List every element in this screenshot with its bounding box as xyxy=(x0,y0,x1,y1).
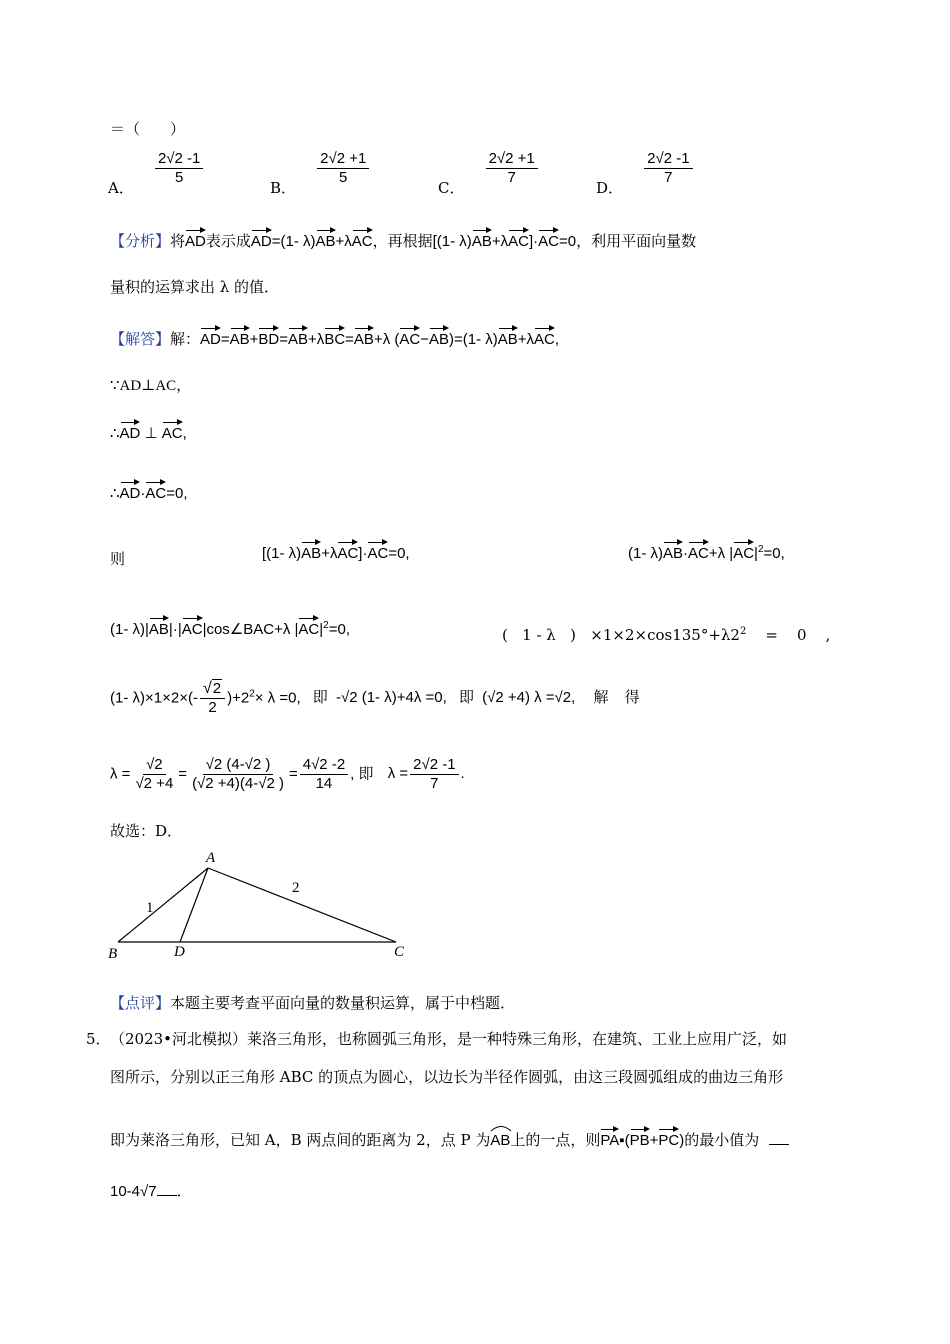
solution-line-1: 【解答】解：AD=AB+BD=AB+λBC=AB+λ (AC−AB)=(1- λ)AB+λAC, xyxy=(110,326,559,349)
then-label: 则 xyxy=(110,550,126,568)
therefore-dot: ∴AD·AC=0, xyxy=(110,480,188,502)
label-d: D xyxy=(174,944,185,960)
question-tail: ＝（ ） xyxy=(110,120,186,138)
label-side-2: 2 xyxy=(292,880,300,896)
lambda-solution: λ = $\frac{√2}{√2 +4}$ = $\frac{√2 (4-√2 )}{(√2 +4)(4-√2 )}$ = $\frac{4√2 -2}{14}$ , 即 λ = $\frac{2√2 -1}{7}$ . xyxy=(110,756,465,792)
q5-line-1: （2023•河北模拟）莱洛三角形，也称圆弧三角形，是一种特殊三角形，在建筑、工业上应用广泛，如 xyxy=(110,1030,788,1048)
option-c: C． $\frac{2√2 +1}{7}$ xyxy=(438,150,540,198)
analysis-line-1: 【分析】将AD表示成AD=(1- λ)AB+λAC，再根据[(1- λ)AB+λAC]·AC=0，利用平面向量数 xyxy=(110,228,696,251)
then-eq-1: [(1- λ)AB+λAC]·AC=0, xyxy=(262,540,410,562)
label-b: B xyxy=(108,946,118,962)
q5-line-3: 即为莱洛三角形，已知 A，B 两点间的距离为 2，点 P 为AB 上的一点，则PA▪(PB+PC)的最小值为 xyxy=(110,1126,789,1150)
then-eq-2: (1- λ)AB·AC+λ $|AC|^2=0$, xyxy=(628,540,785,562)
q5-line-2: 图所示，分别以正三角形 ABC 的顶点为圆心，以边长为半径作圆弧，由这三段圆弧组成的曲边三角形 xyxy=(110,1068,784,1086)
therefore-perp: ∴AD ⊥ AC, xyxy=(110,420,187,442)
q5-answer: 10-4√7 ． xyxy=(110,1183,192,1200)
solution-tag: 【解答】 xyxy=(110,330,171,348)
label-a: A xyxy=(206,850,216,866)
option-b: B． $\frac{2√2 +1}{5}$ xyxy=(270,150,371,198)
comment: 【点评】本题主要考查平面向量的数量积运算，属于中档题． xyxy=(110,994,516,1012)
label-c: C xyxy=(394,944,405,960)
triangle-figure xyxy=(100,848,420,966)
cos-eq-2: ( 1 - λ ) $\times 1\times 2\times\cos 135^\circ+\lambda 2^2$ = 0 , xyxy=(502,626,831,644)
q5-answer-value: 10-4√7 xyxy=(110,1183,157,1200)
analysis-tag: 【分析】 xyxy=(110,232,171,250)
cos-eq-1: (1- λ)|AB|·|AC|cos∠BAC+λ $|AC|^2=0$, xyxy=(110,616,350,638)
because-line: ∵AD⊥AC， xyxy=(110,378,192,394)
label-side-1: 1 xyxy=(146,900,154,916)
lambda-eq: (1- λ)×1×2×(- $\frac{√2}{2}$ )$+2^2\times \lambda =0$, 即 -√2 (1- λ)+4λ =0, 即 (√2 +4) λ =√2, 解 得 xyxy=(110,680,646,716)
answer-choice: 故选：D． xyxy=(110,822,183,840)
comment-tag: 【点评】 xyxy=(110,994,171,1012)
analysis-line-2: 量积的运算求出 λ 的值． xyxy=(110,278,280,296)
option-d: D． $\frac{2√2 -1}{7}$ xyxy=(596,150,695,198)
q5-number: 5． xyxy=(86,1030,111,1048)
option-a: A． $\frac{2√2 -1}{5}$ xyxy=(108,150,205,198)
side-ac xyxy=(208,868,396,942)
